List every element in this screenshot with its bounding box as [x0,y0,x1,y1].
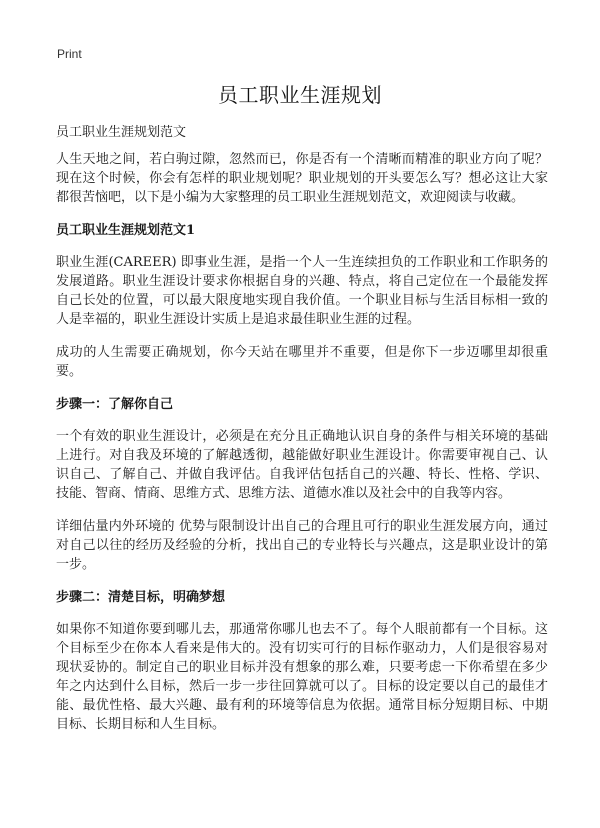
document-body [56,150,548,748]
section1-paragraph-1: 职业生涯(CAREER) 即事业生涯，是指一个人一生连续担负的工作职业和工作职务的发展道路。职业生涯设计要求你根据自身的兴趣、特点，将自己定位在一个最能发挥自己长处的位置，可以最大限度地实现自我价值。一个职业目标与生活目标相一致的人是幸福的，职业生涯设计实质上是追求最佳职业生涯的过程。 [56,255,548,327]
document-subtitle: 员工职业生涯规划范文 [56,125,187,140]
intro-paragraph: 人生天地之间，若白驹过隙，忽然而已，你是否有一个清晰而精准的职业方向了呢？现在这个时候，你会有怎样的职业规划呢？职业规划的开头要怎么写？想必这让大家都很苦恼吧，以下是小编为大家整理的员工职业生涯规划范文，欢迎阅读与收藏。 [56,152,548,205]
section1-paragraph-2: 成功的人生需要正确规划，你今天站在哪里并不重要，但是你下一步迈哪里却很重要。 [56,345,548,379]
step2-heading: 步骤二：清楚目标，明确梦想 [56,590,226,605]
step1-paragraph-2: 详细估量内外环境的 优势与限制设计出自己的合理且可行的职业生涯发展方向，通过对自己以往的经历及经验的分析，找出自己的专业特长与兴趣点，这是职业设计的第一步。 [56,519,548,572]
page-title: 员工职业生涯规划 [218,83,382,107]
step1-paragraph-1: 一个有效的职业生涯设计，必须是在充分且正确地认识自身的条件与相关环境的基础上进行。对自我及环境的了解越透彻，越能做好职业生涯设计。你需要审视自己、认识自己、了解自己、并做自我评估。自我评估包括自己的兴趣、特长、性格、学识、技能、智商、情商、思维方式、思维方法、道德水准以及社会中的自我等内容。 [56,429,548,501]
print-link[interactable]: Print [57,47,82,61]
step1-heading: 步骤一：了解你自己 [56,397,174,412]
step2-paragraph-1: 如果你不知道你要到哪儿去，那通常你哪儿也去不了。每个人眼前都有一个目标。这个目标至少在你本人看来是伟大的。没有切实可行的目标作驱动力，人们是很容易对现状妥协的。制定自己的职业目标并没有想象的那么难，只要考虑一下你希望在多少年之内达到什么目标，然后一步一步往回算就可以了。目标的设定要以自己的最佳才能、最优性格、最大兴趣、最有利的环境等信息为依据。通常目标分短期目标、中期目标、长期目标和人生目标。 [56,622,548,732]
section1-heading: 员工职业生涯规划范文1 [56,223,196,238]
